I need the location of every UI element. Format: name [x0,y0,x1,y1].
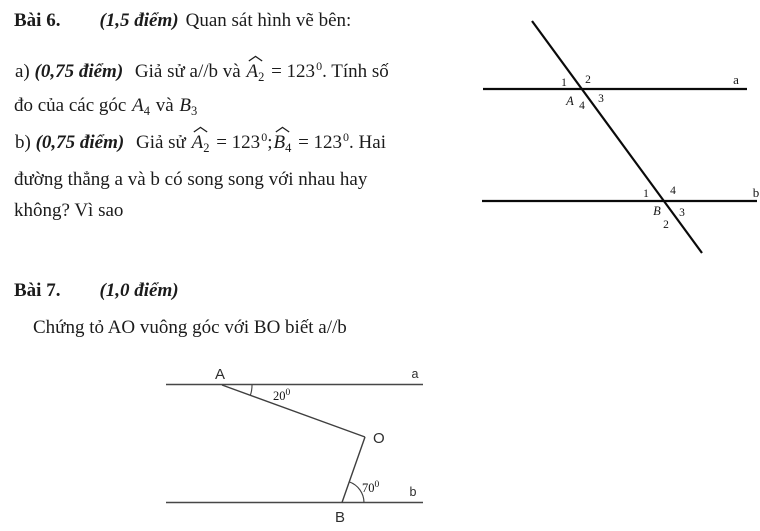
figure2-angle-B-value: $70^0$ [362,480,380,495]
figure1-transversal [532,21,702,253]
figure1-B-angle-4: 4 [670,185,676,197]
part-b-after: . Hai [349,132,386,153]
figure2-label-b: b [409,485,417,499]
part-b-text: Giả sử [135,132,186,153]
figure2-label-a: a [411,367,419,381]
equation-b1: = 123 [216,132,261,153]
figure1-point-A-label: A [566,94,574,108]
part-a-after: . Tính số [322,61,389,82]
degree-sup: 0 [261,130,268,144]
figure1-B-angle-2: 2 [663,219,669,231]
problem6-part-a-line2 [14,94,198,117]
equation-a: = 123 [271,61,316,82]
angle-hat-icon [246,55,264,62]
problem6-points: (1,5 điểm) [99,10,179,31]
problem6-intro: Quan sát hình vẽ bên: [185,10,352,31]
figure2-angle-A-value: $20^0$ [273,388,291,403]
figure1-parallel-lines-transversal [460,0,760,260]
figure1-B-angle-1: 1 [643,188,649,200]
figure2-angle-arc-A [250,385,252,395]
angle-A2-hat-b: $A_2$ [192,133,210,152]
figure1-A-angle-2: 2 [585,74,591,86]
figure2-point-O-label: O [373,430,385,447]
figure1-B-angle-3: 3 [679,207,685,219]
problem6-header [14,9,351,32]
figure2-segment-AO [222,385,365,437]
problem6-part-b-line2: đường thẳng a và b có song song với nhau hay [14,169,368,190]
problem7-header [14,279,179,302]
figure1-label-b: b [752,185,760,200]
problem7-body: Chứng tỏ AO vuông góc với BO biết a//b [33,317,347,338]
part-a-text: Giả sử a//b và [134,61,241,82]
problem6-label: Bài 6. [14,10,61,31]
problem6-part-b-line1 [15,131,386,154]
part-b-points: (0,75 điểm) [35,132,125,153]
part-a-label: a) [15,61,30,82]
figure1-A-angle-1: 1 [561,77,567,89]
problem7-label: Bài 7. [14,280,61,301]
angle-hat-icon [273,126,291,133]
part-b-label: b) [15,132,31,153]
angle-B3: $B_3$ [179,95,198,118]
figure1-point-B-label: B [653,204,661,218]
equation-b2: = 123 [298,132,343,153]
degree-sup: 0 [316,59,323,73]
figure2-point-A-label: A [214,366,226,383]
angle-A4: $A_4$ [132,95,150,118]
angle-B4-hat: $B_4$ [273,133,291,152]
figure1-label-a: a [733,72,739,87]
degree-sup: 0 [343,130,350,144]
part-a-line2-prefix: đo của các góc [14,95,127,116]
part-a-points: (0,75 điểm) [34,61,124,82]
part-a-conj: và [155,95,174,116]
angle-A2-hat: $A_2$ [246,62,264,81]
problem7-points: (1,0 điểm) [99,280,179,301]
angle-hat-icon [192,126,210,133]
figure1-A-angle-4: 4 [579,100,585,112]
problem6-part-b-line3: không? Vì sao [14,200,124,221]
figure2-point-B-label: B [334,509,346,526]
separator: ; [267,132,273,153]
problem6-part-a-line1 [15,60,389,83]
figure2-AOB-angle-figure [150,355,440,531]
figure1-A-angle-3: 3 [598,93,604,105]
